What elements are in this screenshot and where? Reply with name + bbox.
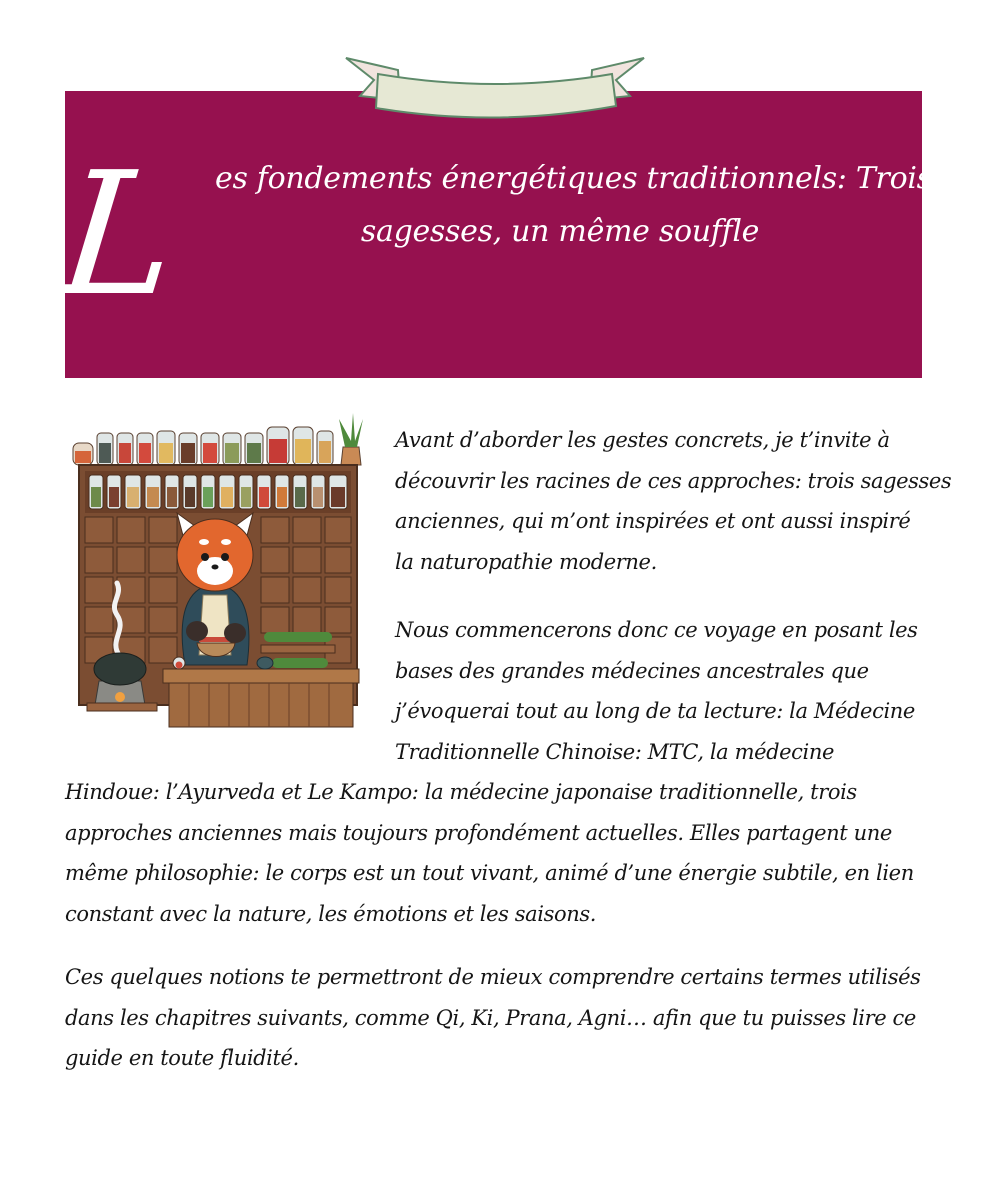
medicines-paragraph-full [65,772,925,934]
ribbon-banner-icon [340,52,650,122]
chapter-title-line: sagesses, un même souffle [360,214,760,249]
text-line: découvrir les racines de ces approches: trois sagesses [395,468,952,493]
text-line: même philosophie: le corps est un tout vivant, animé d’une énergie subtile, en lien [65,861,914,885]
text-line: Traditionnelle Chinoise: MTC, la médecine [395,739,835,764]
text-line: constant avec la nature, les émotions et les saisons. [65,901,596,926]
text-line: Ces quelques notions te permettront de mieux comprendre certains termes utilisés [65,965,921,989]
red-panda-herbalist-illustration [65,405,371,735]
drop-cap: L [51,136,186,334]
notions-paragraph [65,957,925,1079]
chapter-title-line: es fondements énergétiques traditionnels: Trois [215,161,932,196]
text-line: guide en toute fluidité. [65,1046,299,1070]
intro-paragraph [395,420,952,582]
text-line: anciennes, qui m’ont inspirées et ont aussi inspiré [395,509,911,533]
text-line: Hindoue: l’Ayurveda et Le Kampo: la médecine japonaise traditionnelle, trois [65,780,857,804]
text-line: dans les chapitres suivants, comme Qi, Ki, Prana, Agni… afin que tu puisses lire ce [65,1005,916,1030]
text-line: Nous commencerons donc ce voyage en posant les [395,618,918,642]
medicines-paragraph-wrapped [395,610,925,772]
text-line: bases des grandes médecines ancestrales que [395,658,869,683]
text-line: approches anciennes mais toujours profondément actuelles. Elles partagent une [65,820,892,845]
top-jars-icon [73,413,363,465]
chapter-title [215,152,932,258]
text-line: Avant d’aborder les gestes concrets, je t’invite à [395,428,890,452]
illustration-image [65,405,371,735]
text-line: la naturopathie moderne. [395,549,657,574]
text-line: j’évoquerai tout au long de ta lecture: la Médecine [395,699,915,723]
